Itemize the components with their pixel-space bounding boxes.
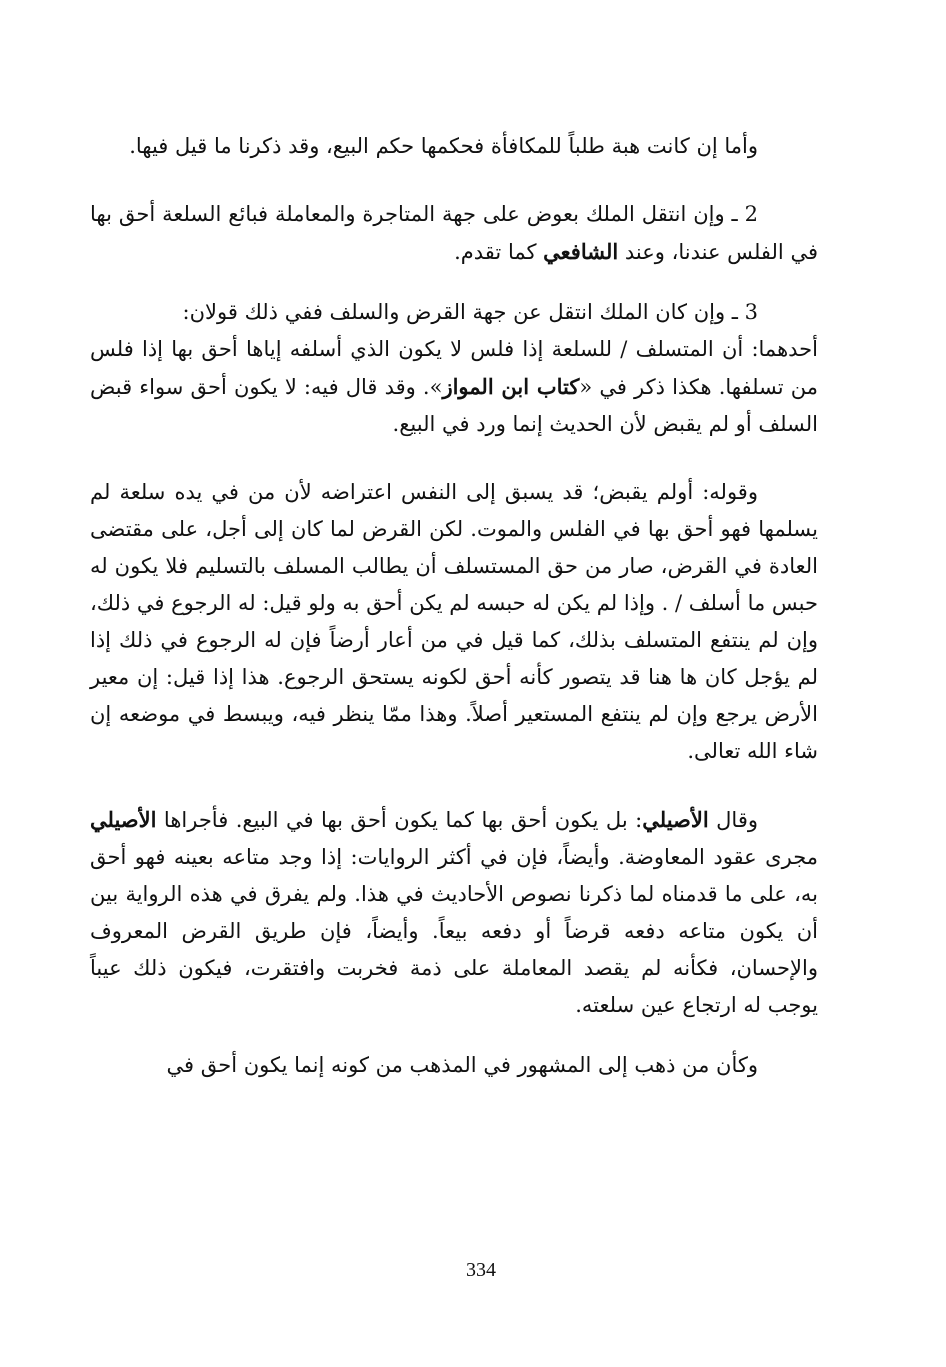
- name-asili: الأصيلي: [642, 807, 709, 832]
- paragraph-gift: وأما إن كانت هبة طلباً للمكافأة فحكمها حكم البيع، وقد ذكرنا ما قيل فيها.: [129, 134, 758, 158]
- page-number: 334: [466, 1259, 496, 1281]
- name-shafii: الشافعي: [543, 239, 619, 264]
- paragraph-loan-transfer: 3 ـ وإن كان الملك انتقل عن جهة القرض والسلف ففي ذلك قولان:: [182, 300, 758, 324]
- text-span: وقال: [708, 808, 758, 832]
- paragraph-asili-opinion: [90, 801, 818, 1024]
- paragraph-continued: وكأن من ذهب إلى المشهور في المذهب من كونه إنما يكون أحق في: [166, 1053, 758, 1077]
- text-span: ». وقد قال فيه: لا يكون أحق سواء قبض السلف أو لم يقبض لأن الحديث إنما ورد في البيع.: [90, 375, 818, 436]
- text-span: : بل يكون أحق بها كما يكون أحق بها في البيع. فأجراها: [156, 808, 643, 832]
- book-title: كتاب ابن المواز: [442, 374, 580, 399]
- page-body: [90, 128, 818, 1084]
- name-asili: الأصيلي: [90, 807, 157, 832]
- text-span: 2 ـ وإن انتقل الملك بعوض على جهة المتاجرة والمعاملة فبائع السلعة أحق بها في الفلس عندنا، وعند: [90, 202, 818, 264]
- text-span: كما تقدم.: [454, 240, 544, 264]
- text-span: مجرى عقود المعاوضة. وأيضاً، فإن في أكثر الروايات: إذا وجد متاعه بعينه فهو أحق به، على ما قدمناه لما ذكرنا نصوص الأحاديث في هذا. ولم يفرق في هذه الرواية بين أن يكون متاعه دفعه قرضاً أو دفعه بيعاً. وأيضاً، فإن طريق القرض المعروف والإحسان، فكأنه لم يقصد المعاملة على ذمة فخربت وافتقرت، فيكون ذلك عيباً يوجب له ارتجاع عين سلعته.: [90, 845, 818, 1017]
- paragraph-commentary: وقوله: أولم يقبض؛ قد يسبق إلى النفس اعتراضه لأن من في يده سلعة لم يسلمها فهو أحق بها في الفلس والموت. لكن القرض لما كان إلى أجل، على مقتضى العادة في القرض، صار من حق المستسلف أن يطالب المسلف بالتسليم فلا يكون له حبس ما أسلف / . وإذا لم يكن له حبسه لم يكن أحق به ولو قيل: له الرجوع في ذلك، وإن لم ينتفع المتسلف بذلك، كما قيل في من أعار أرضاً فإن له الرجوع في ذلك إذا لم يؤجل كان ها هنا قد يتصور كأنه أحق لكونه يستحق الرجوع. هذا إذا قيل: إن معير الأرض يرجع وإن لم ينتفع المستعير أصلاً. وهذا ممّا ينظر فيه، ويبسط في موضعه إن شاء الله تعالى.: [90, 480, 818, 763]
- paragraph-trade-transfer: [90, 196, 818, 271]
- paragraph-first-opinion: [90, 331, 818, 443]
- text-span: أحدهما: أن المتسلف / للسلعة إذا فلس لا يكون الذي أسلفه إياها أحق بها إذا فلس من تسلفها. هكذا ذكر في «: [90, 337, 819, 399]
